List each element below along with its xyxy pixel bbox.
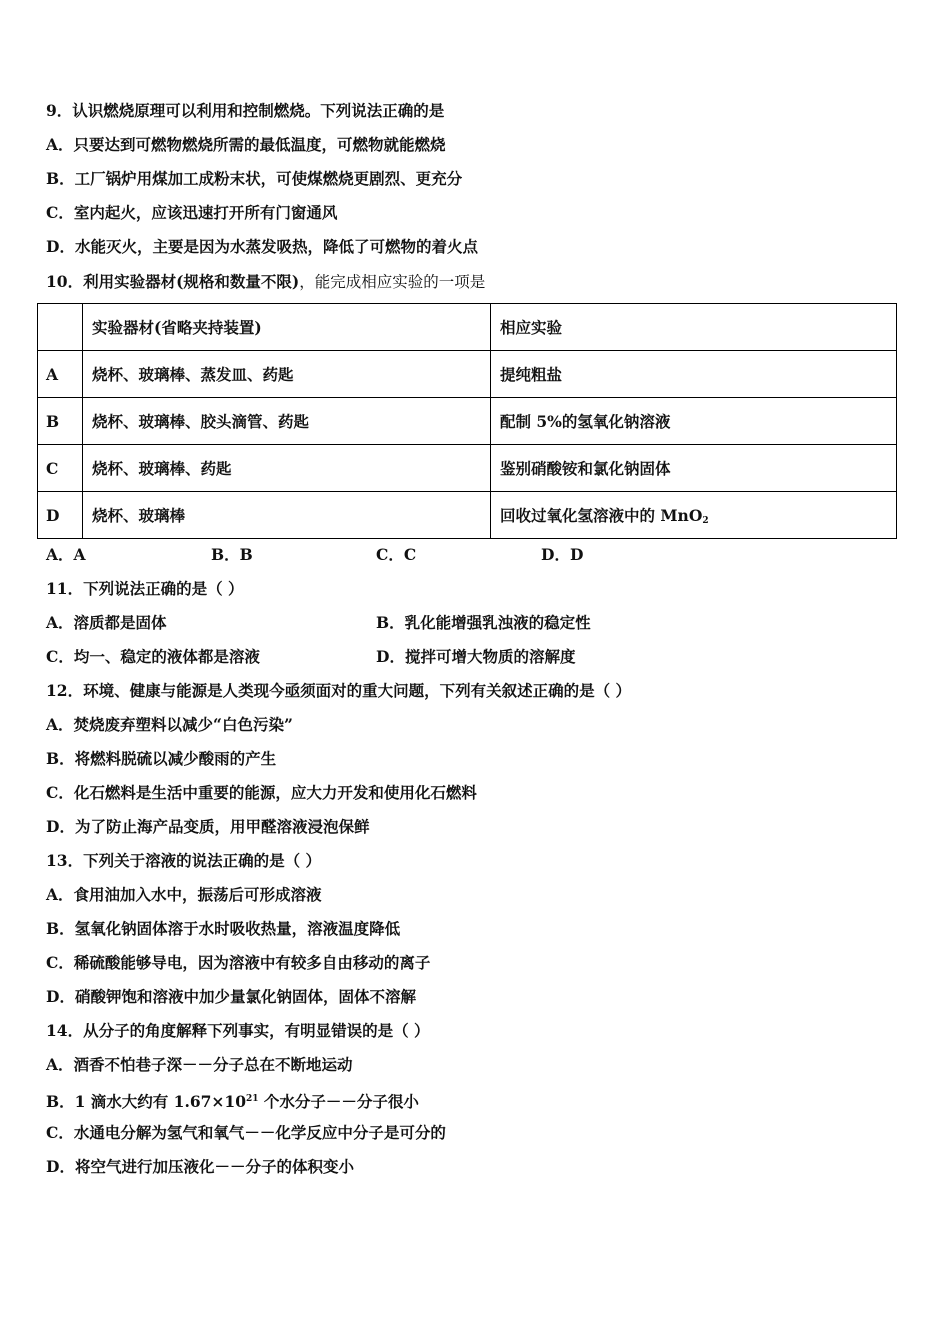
q12-option-a: A．焚烧废弃塑料以减少“白色污染” [46, 715, 293, 734]
q14-option-d: D．将空气进行加压液化－－分子的体积变小 [46, 1157, 354, 1176]
q13-option-c: C．稀硫酸能够导电，因为溶液中有较多自由移动的离子 [46, 953, 431, 972]
row-label: B [38, 398, 83, 445]
q9-option-a: A．只要达到可燃物燃烧所需的最低温度，可燃物就能燃烧 [46, 135, 446, 154]
table-header-experiment: 相应实验 [491, 304, 897, 351]
row-experiment-text: 回收过氧化氢溶液中的 MnO [500, 506, 703, 525]
q14-option-b-main: B．1 滴水大约有 1.67×10 [46, 1092, 246, 1111]
row-label: D [38, 492, 83, 539]
table-row [38, 398, 897, 445]
subscript-2: 2 [702, 516, 709, 526]
q10-stem [46, 272, 485, 292]
q12-option-d: D．为了防止海产品变质，用甲醛溶液浸泡保鲜 [46, 817, 370, 836]
exponent-21: 21 [246, 1094, 259, 1104]
q12-stem: 12．环境、健康与能源是人类现今亟须面对的重大问题，下列有关叙述正确的是（ ） [46, 681, 631, 700]
q12-option-b: B．将燃料脱硫以减少酸雨的产生 [46, 749, 277, 768]
row-label: A [38, 351, 83, 398]
row-apparatus: 烧杯、玻璃棒、胶头滴管、药匙 [83, 398, 491, 445]
q9-option-d: D．水能灭火，主要是因为水蒸发吸热，降低了可燃物的着火点 [46, 237, 478, 256]
table-header-row [38, 304, 897, 351]
row-apparatus: 烧杯、玻璃棒 [83, 492, 491, 539]
table-row [38, 351, 897, 398]
q10-answer-b: B．B [211, 545, 253, 564]
q13-option-d: D．硝酸钾饱和溶液中加少量氯化钠固体，固体不溶解 [46, 987, 416, 1006]
row-label: C [38, 445, 83, 492]
q10-stem-main: 10．利用实验器材(规格和数量不限) [46, 272, 300, 291]
row-apparatus: 烧杯、玻璃棒、药匙 [83, 445, 491, 492]
q10-answer-d: D．D [541, 545, 584, 564]
table-row [38, 445, 897, 492]
q12-option-c: C．化石燃料是生活中重要的能源，应大力开发和使用化石燃料 [46, 783, 477, 802]
q13-option-a: A．食用油加入水中，振荡后可形成溶液 [46, 885, 322, 904]
q13-stem: 13．下列关于溶液的说法正确的是（ ） [46, 851, 321, 870]
q11-option-d: D．搅拌可增大物质的溶解度 [376, 647, 576, 666]
q14-option-c: C．水通电分解为氢气和氧气－－化学反应中分子是可分的 [46, 1123, 446, 1142]
q9-option-b: B．工厂锅炉用煤加工成粉末状，可使煤燃烧更剧烈、更充分 [46, 169, 463, 188]
q11-option-c: C．均一、稳定的液体都是溶液 [46, 647, 260, 666]
q10-stem-tail: ，能完成相应实验的一项是 [299, 273, 486, 291]
q9-option-c: C．室内起火，应该迅速打开所有门窗通风 [46, 203, 338, 222]
q9-stem: 9．认识燃烧原理可以利用和控制燃烧。下列说法正确的是 [46, 101, 445, 120]
q14-option-b-tail: 个水分子－－分子很小 [258, 1092, 419, 1111]
q11-option-a: A．溶质都是固体 [46, 613, 167, 632]
q14-option-a: A．酒香不怕巷子深－－分子总在不断地运动 [46, 1055, 353, 1074]
experiment-table [37, 303, 897, 539]
table-row [38, 492, 897, 539]
table-header-label [38, 304, 83, 351]
row-experiment: 配制 5%的氢氧化钠溶液 [491, 398, 897, 445]
q10-answer-a: A．A [46, 545, 86, 564]
q13-option-b: B．氢氧化钠固体溶于水时吸收热量，溶液温度降低 [46, 919, 401, 938]
q10-answer-c: C．C [376, 545, 417, 564]
row-experiment: 鉴别硝酸铵和氯化钠固体 [491, 445, 897, 492]
q11-stem: 11．下列说法正确的是（ ） [46, 579, 244, 598]
q14-stem: 14．从分子的角度解释下列事实，有明显错误的是（ ） [46, 1021, 430, 1040]
row-experiment [491, 492, 897, 539]
row-experiment: 提纯粗盐 [491, 351, 897, 398]
q11-option-b: B．乳化能增强乳浊液的稳定性 [376, 613, 591, 632]
row-apparatus: 烧杯、玻璃棒、蒸发皿、药匙 [83, 351, 491, 398]
q14-option-b [46, 1089, 419, 1112]
table-header-apparatus: 实验器材(省略夹持装置) [83, 304, 491, 351]
